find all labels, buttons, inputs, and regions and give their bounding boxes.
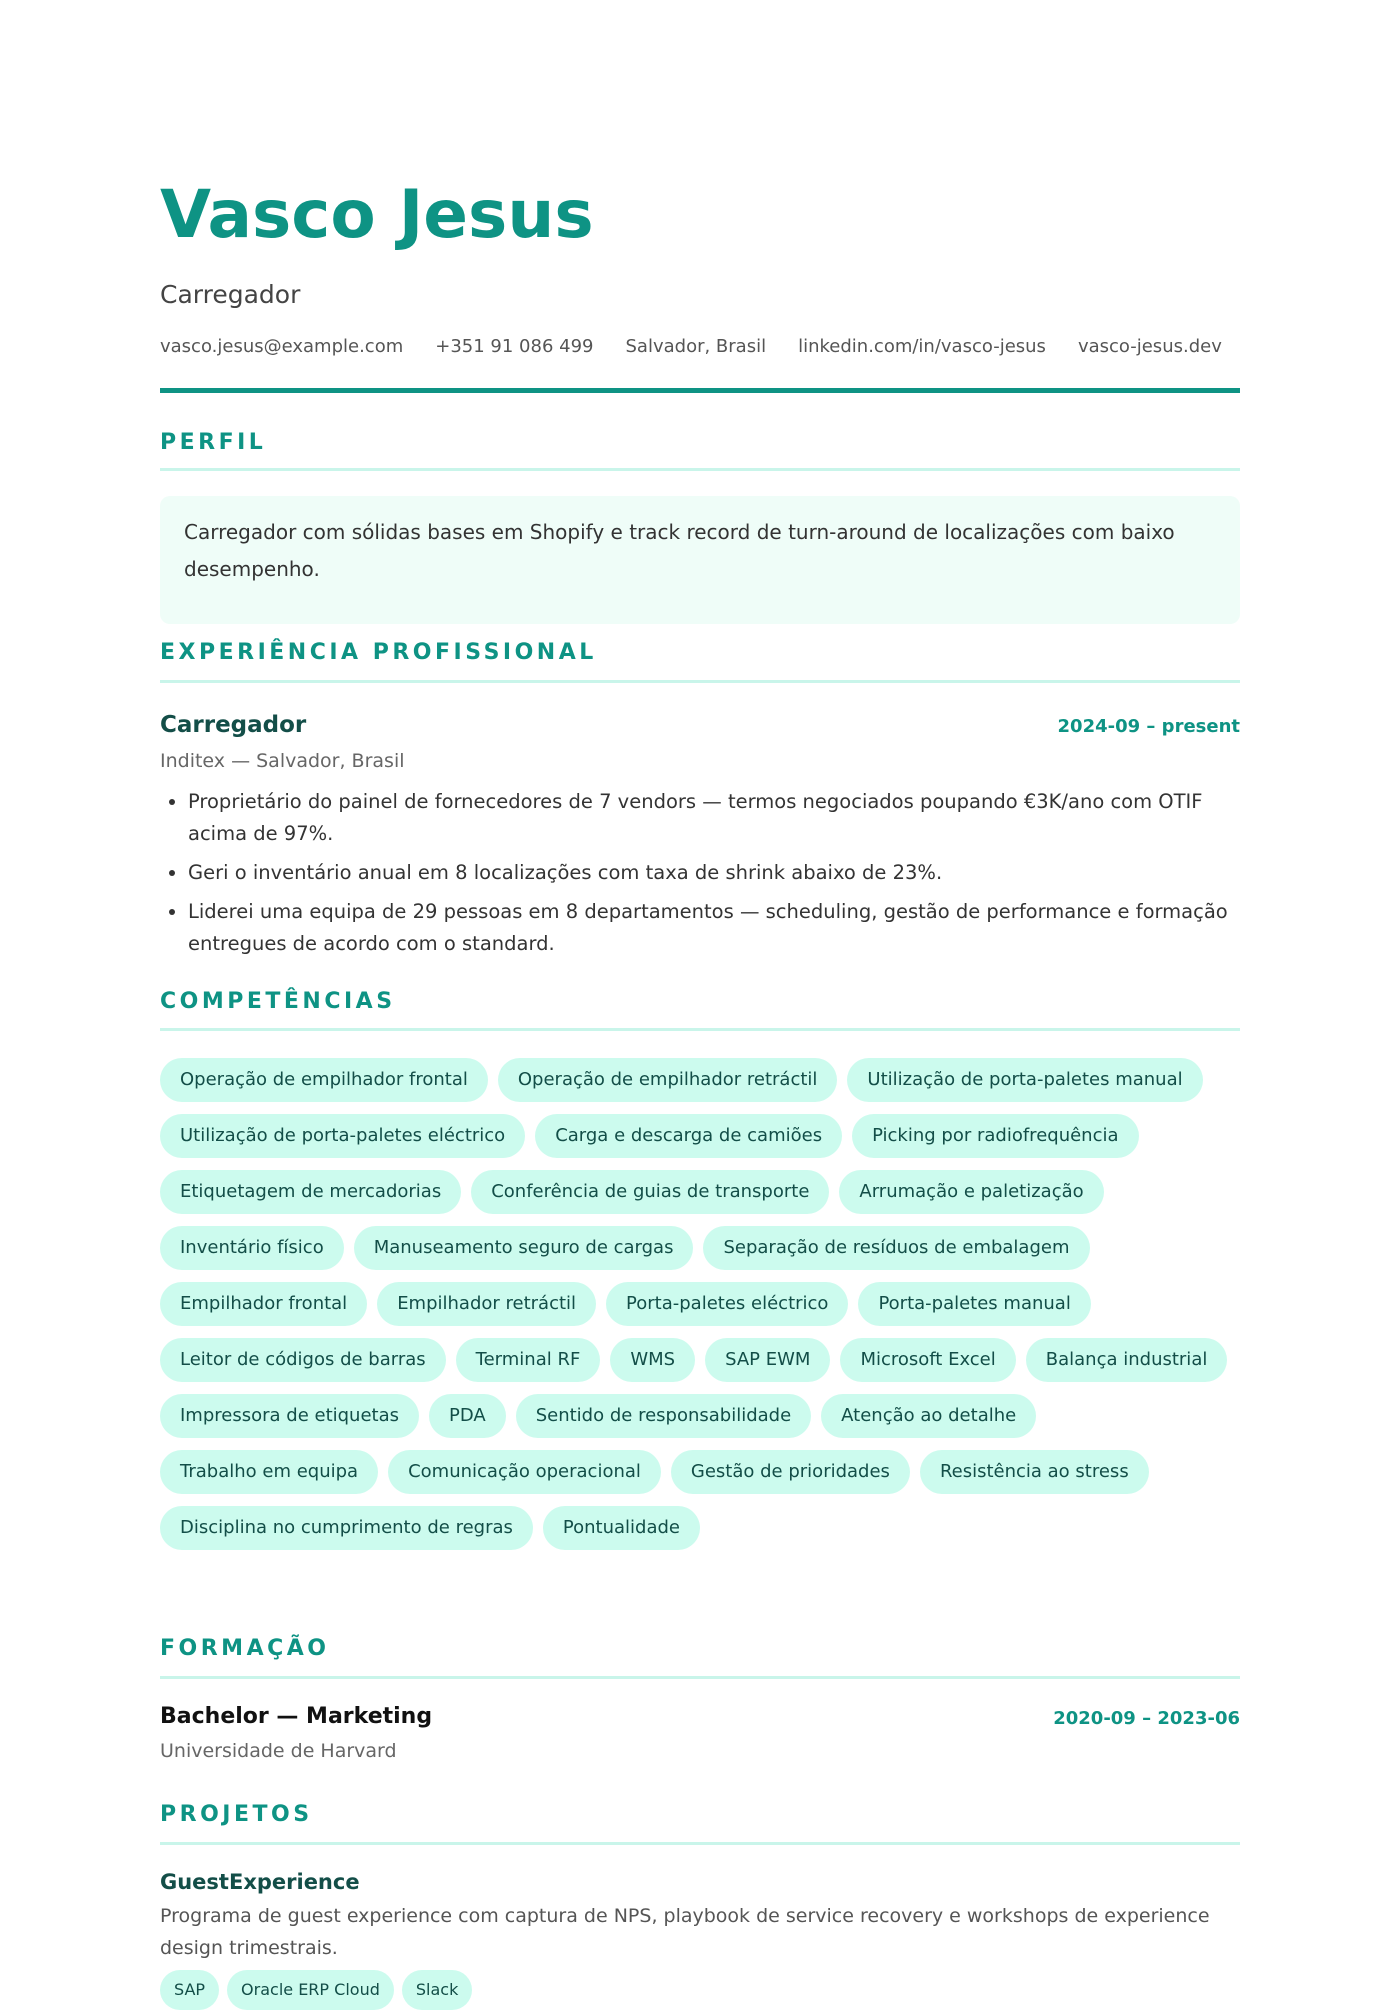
contact-location: Salvador, Brasil — [625, 336, 767, 357]
skill-chip: Empilhador frontal — [160, 1282, 367, 1326]
skill-chip: Carga e descarga de camiões — [535, 1114, 842, 1158]
section-divider-projects — [160, 1842, 1240, 1845]
project-tags — [160, 1970, 472, 2010]
contact-website[interactable]: vasco-jesus.dev — [1077, 336, 1222, 357]
skill-chip: Atenção ao detalhe — [821, 1394, 1036, 1438]
skill-chip: Arrumação e paletização — [839, 1170, 1103, 1214]
project-description: Programa de guest experience com captura de NPS, playbook de service recovery e workshops de experience design trimestrais. — [160, 1905, 1210, 1959]
skill-chip: Operação de empilhador retráctil — [498, 1058, 838, 1102]
job-role: Carregador — [160, 712, 307, 738]
section-divider-education — [160, 1676, 1240, 1679]
contact-bar — [160, 336, 1222, 357]
contact-email[interactable]: vasco.jesus@example.com — [160, 336, 404, 357]
section-title-education: FORMAÇÃO — [160, 1636, 330, 1661]
skill-chip: Terminal RF — [456, 1338, 601, 1382]
project-tag: Slack — [402, 1970, 472, 2010]
skill-chip: Microsoft Excel — [840, 1338, 1015, 1382]
job-bullet: • Proprietário do painel de fornecedores de 7 vendors — termos negociados poupando €3K/ano com OTIF acima de 97%. — [188, 786, 1240, 850]
skill-chip: Balança industrial — [1026, 1338, 1228, 1382]
skill-chip: Leitor de códigos de barras — [160, 1338, 446, 1382]
skill-chip: Etiquetagem de mercadorias — [160, 1170, 461, 1214]
skill-chip: Impressora de etiquetas — [160, 1394, 419, 1438]
education-dates: 2020-09 – 2023-06 — [1053, 1708, 1240, 1729]
skill-chip: Resistência ao stress — [920, 1450, 1149, 1494]
job-company: Inditex — Salvador, Brasil — [160, 750, 405, 772]
skill-chip: SAP EWM — [705, 1338, 830, 1382]
section-divider-profile — [160, 468, 1240, 471]
project-name: GuestExperience — [160, 1870, 360, 1894]
skill-chip: Manuseamento seguro de cargas — [354, 1226, 694, 1270]
skill-chip: Picking por radiofrequência — [852, 1114, 1138, 1158]
section-title-experience: EXPERIÊNCIA PROFISSIONAL — [160, 640, 597, 665]
contact-linkedin[interactable]: linkedin.com/in/vasco-jesus — [798, 336, 1046, 357]
skill-chip: Utilização de porta-paletes manual — [847, 1058, 1202, 1102]
skills-list — [160, 1058, 1240, 1550]
skill-chip: PDA — [429, 1394, 506, 1438]
job-bullets — [160, 786, 1240, 967]
profile-summary: Carregador com sólidas bases em Shopify e track record de turn-around de localizações com baixo desempenho. — [160, 496, 1240, 624]
skill-chip: Pontualidade — [543, 1506, 700, 1550]
section-divider-skills — [160, 1028, 1240, 1031]
skill-chip: Porta-paletes eléctrico — [606, 1282, 848, 1326]
job-dates: 2024-09 – present — [1057, 716, 1240, 737]
candidate-headline: Carregador — [160, 280, 301, 309]
skill-chip: Operação de empilhador frontal — [160, 1058, 488, 1102]
skill-chip: Disciplina no cumprimento de regras — [160, 1506, 533, 1550]
contact-phone[interactable]: +351 91 086 499 — [435, 336, 594, 357]
skill-chip: WMS — [610, 1338, 695, 1382]
section-title-projects: PROJETOS — [160, 1802, 313, 1827]
skill-chip: Comunicação operacional — [388, 1450, 661, 1494]
skill-chip: Utilização de porta-paletes eléctrico — [160, 1114, 525, 1158]
candidate-name: Vasco Jesus — [160, 176, 594, 253]
job-bullet: • Geri o inventário anual em 8 localizações com taxa de shrink abaixo de 23%. — [188, 857, 1240, 889]
job-bullet: • Liderei uma equipa de 29 pessoas em 8 departamentos — scheduling, gestão de performance e formação entregues de acordo com o standard. — [188, 896, 1240, 960]
skill-chip: Trabalho em equipa — [160, 1450, 378, 1494]
section-title-skills: COMPETÊNCIAS — [160, 989, 396, 1014]
education-school: Universidade de Harvard — [160, 1740, 397, 1762]
skill-chip: Gestão de prioridades — [671, 1450, 910, 1494]
section-divider-experience — [160, 680, 1240, 683]
project-tag: SAP — [160, 1970, 219, 2010]
skill-chip: Empilhador retráctil — [377, 1282, 596, 1326]
skill-chip: Porta-paletes manual — [858, 1282, 1090, 1326]
skill-chip: Conferência de guias de transporte — [471, 1170, 829, 1214]
project-tag: Oracle ERP Cloud — [227, 1970, 394, 2010]
skill-chip: Inventário físico — [160, 1226, 344, 1270]
education-degree: Bachelor — Marketing — [160, 1704, 433, 1729]
header-divider — [160, 388, 1240, 393]
section-title-profile: PERFIL — [160, 430, 267, 455]
skill-chip: Sentido de responsabilidade — [516, 1394, 811, 1438]
skill-chip: Separação de resíduos de embalagem — [703, 1226, 1089, 1270]
